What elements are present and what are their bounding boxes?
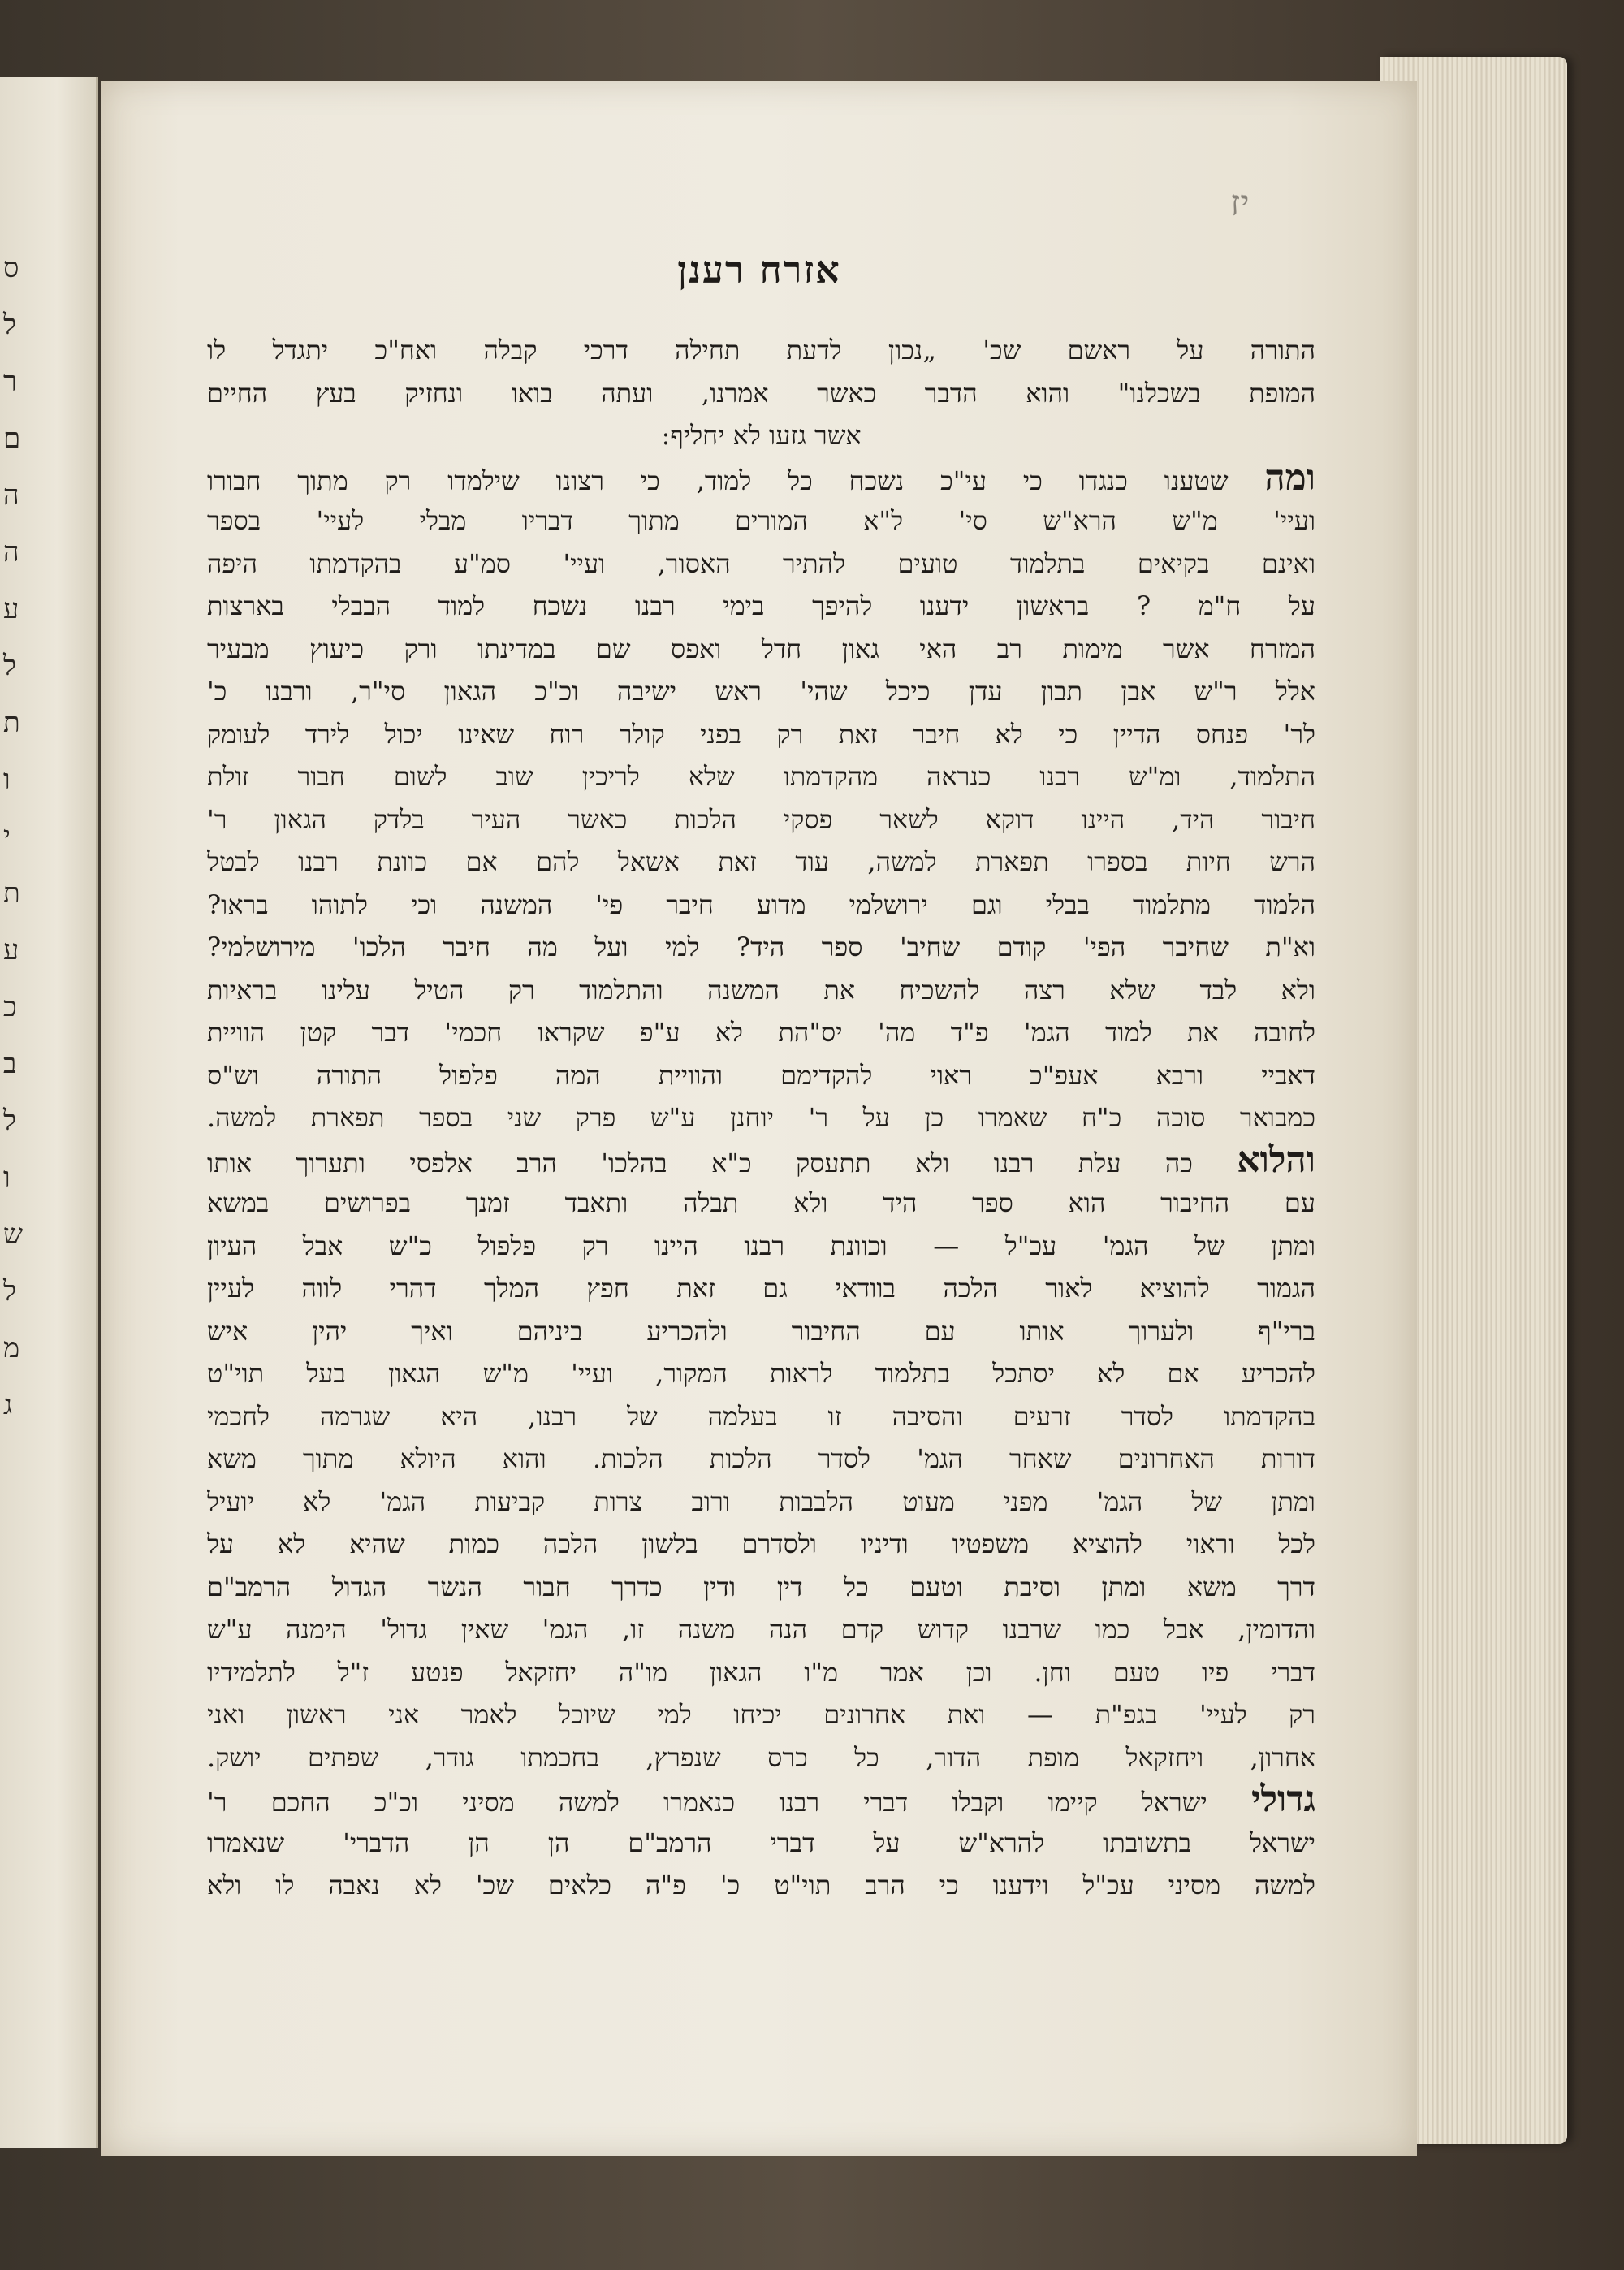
edge-letter: ל [3, 650, 16, 682]
running-title: אזרח רענן [677, 248, 841, 292]
text-line: והדומין, אבל כמו שרבנו קדוש קדם הנה משנה זו, הגמ' שאין גדול' הימנה ע"ש [207, 1614, 1315, 1645]
text-line: חיבור היד, היינו דוקא לשאר פסקי הלכות כאשר העיר בלדק הגאון ר' [207, 803, 1315, 835]
text-line: לר' פנחס הדיין כי לא חיבר זאת רק בפני קולר רוח שאינו יכול לירד לעומק [207, 718, 1315, 750]
text-line: ברי"ף ולערוך אותו עם החיבור ולהכריע ביניהם ואיך יהין איש [207, 1315, 1315, 1347]
text-line: דורות האחרונים שאחר הגמ' לסדר הלכות הלכות. והוא היולא מתוך משא [207, 1443, 1315, 1474]
text-line: ולא לבד שלא רצה להשכיח את המשנה והתלמוד רק הטיל עלינו בראיות [207, 974, 1315, 1005]
page-number: יז [1230, 183, 1250, 224]
text-line: התורה על ראשם שכ' „נכון לדעת תחילה דרכי קבלה ואח"כ יתגדל לו [207, 335, 1315, 365]
text-line: עם החיבור הוא ספר היד ולא תבלה ותאבד זמנך בפרושים במשא [207, 1187, 1315, 1218]
text-line: ומתן של הגמ' עכ"ל — וכוונת רבנו היינו רק פלפול כ"ש אבל העיון [207, 1230, 1315, 1261]
text-line: למשה מסיני עכ"ל וידענו כי הרב תוי"ט כ' פ"ה כלאים שכ' לא נאבה לו ולא [207, 1870, 1315, 1900]
edge-letter: מ [3, 1332, 20, 1364]
text-line: דברי פיו טעם וחן. וכן אמר מ"ו הגאון מו"ה יחזקאל פנטע ז"ל לתלמידיו [207, 1656, 1315, 1688]
text-line: ואינם בקיאים בתלמוד טועים להתיר האסור, ועיי' סמ"ע בהקדמתו היפה [207, 547, 1315, 579]
text-line: ומה שטענו כנגדו כי עי"כ נשכח כל למוד, כי רצונו שילמדו רק מתוך חבורו [207, 456, 1315, 499]
text-line: כמבואר סוכה כ"ח שאמרו כן על ר' יוחנן ע"ש פרק שני בספר תפארת למשה. [207, 1102, 1315, 1133]
previous-page-letters [3, 240, 23, 1433]
text-line: על ח"מ ? בראשון ידענו להיפך בימי רבנו נשכח למוד הבבלי בארצות [207, 590, 1315, 621]
body-text [207, 329, 1315, 1907]
text-line: גדולי ישראל קיימו וקבלו דברי רבנו כנאמרו למשה מסיני וכ"כ החכם ר' [207, 1779, 1315, 1820]
text-line: ישראל בתשובתו להרא"ש על דברי הרמב"ם הן הן הדברי' שנאמרו [207, 1827, 1315, 1858]
text-line: הלמוד מתלמוד בבלי וגם ירושלמי מדוע חיבר פי' המשנה וכי לתוהו בראו? [207, 889, 1315, 920]
edge-letter: ם [3, 422, 21, 455]
edge-letter: ל [3, 1275, 16, 1308]
edge-letter: ו [3, 763, 11, 796]
previous-page-edge [0, 77, 98, 2148]
edge-letter: ה [3, 536, 19, 569]
text-line: אחרון, ויחזקאל מופת הדור, כל כרס שנפרץ, בחכמתו גודר, שפתים יושק. [207, 1741, 1315, 1773]
text-line: אשר גזעו לא יחליף: [661, 420, 862, 451]
text-line: ומתן של הגמ' מפני מעוט הלבבות ורוב צרות קביעות הגמ' לא יועיל [207, 1485, 1315, 1517]
edge-letter: ל [3, 1105, 16, 1137]
text-line: לחובה את למוד הגמ' פ"ד מה' יס"הת לא ע"פ שקראו חכמי' דבר קטן הוויית [207, 1017, 1315, 1048]
text-line: והלוא כה עלת רבנו ולא תתעסק כ"א בהלכו' הרב אלפסי ותערוך אותו [207, 1139, 1315, 1181]
text-line: ועיי' מ"ש הרא"ש סי' ל"א המורים מתוך דבריו מבלי לעיי' בספר [207, 505, 1315, 536]
text-line: להכריע אם לא יסתכל בתלמוד לראות המקור, ועיי' מ"ש הגאון בעל תוי"ט [207, 1358, 1315, 1389]
edge-letter: ס [3, 252, 19, 284]
text-line: המזרח אשר מימות רב האי גאון חדל ואפס שם במדינתו ורק כיעוץ מבעיר [207, 633, 1315, 664]
text-line: דאביי ורבא אעפ"כ ראוי להקדימם והוויית המה פלפול התורה וש"ס [207, 1059, 1315, 1091]
edge-letter: ת [3, 877, 20, 910]
edge-letter: ג [3, 1389, 13, 1421]
text-line: לכל וראוי להוציא משפטיו ודיניו ולסדרם בלשון הלכה כמות שהיא לא על [207, 1528, 1315, 1559]
edge-letter: ל [3, 309, 16, 341]
text-line: הגמור להוציא לאור הלכה בוודאי גם זאת חפץ המלך דהרי לווה לעיין [207, 1273, 1315, 1304]
text-line: הרש חיות בספרו תפארת למשה, עוד זאת אשאל להם אם כוונת רבנו לבטל [207, 846, 1315, 877]
text-line: רק לעיי' בגפ"ת — ואת אחרונים יכיחו למי שיוכל לאמר אני ראשון ואני [207, 1699, 1315, 1730]
edge-letter: ע [3, 934, 19, 966]
text-line: המופת בשכלנו" והוא הדבר כאשר אמרנו, ועתה בואו ונחזיק בעץ החיים [207, 377, 1315, 409]
document-page [102, 81, 1417, 2156]
edge-letter: כ [3, 991, 17, 1023]
edge-letter: ב [3, 1048, 17, 1080]
edge-letter: ר [3, 365, 17, 398]
edge-letter: י [3, 820, 11, 853]
text-line: בהקדמתו לסדר זרעים והסיבה זו בעלמה של רבנו, היא שגרמה לחכמי [207, 1400, 1315, 1432]
edge-letter: ש [3, 1218, 24, 1251]
text-line: דרך משא ומתן וסיבת וטעם כל דין ודין כדרך חבור הנשר הגדול הרמב"ם [207, 1571, 1315, 1602]
text-line: אלל ר"ש אבן תבון עדן כיכל שהי' ראש ישיבה וכ"כ הגאון סי"ר, ורבנו כ' [207, 676, 1315, 707]
edge-letter: ע [3, 593, 19, 625]
edge-letter: ו [3, 1161, 11, 1194]
text-line: וא"ת שחיבר הפי' קודם שחיב' ספר היד? למי ועל מה חיבר הלכו' מירושלמי? [207, 932, 1315, 962]
edge-letter: ת [3, 707, 20, 739]
text-line: התלמוד, ומ"ש רבנו כנראה מהקדמתו שלא לריכין שוב לשום חבור זולת [207, 761, 1315, 792]
edge-letter: ה [3, 479, 19, 512]
